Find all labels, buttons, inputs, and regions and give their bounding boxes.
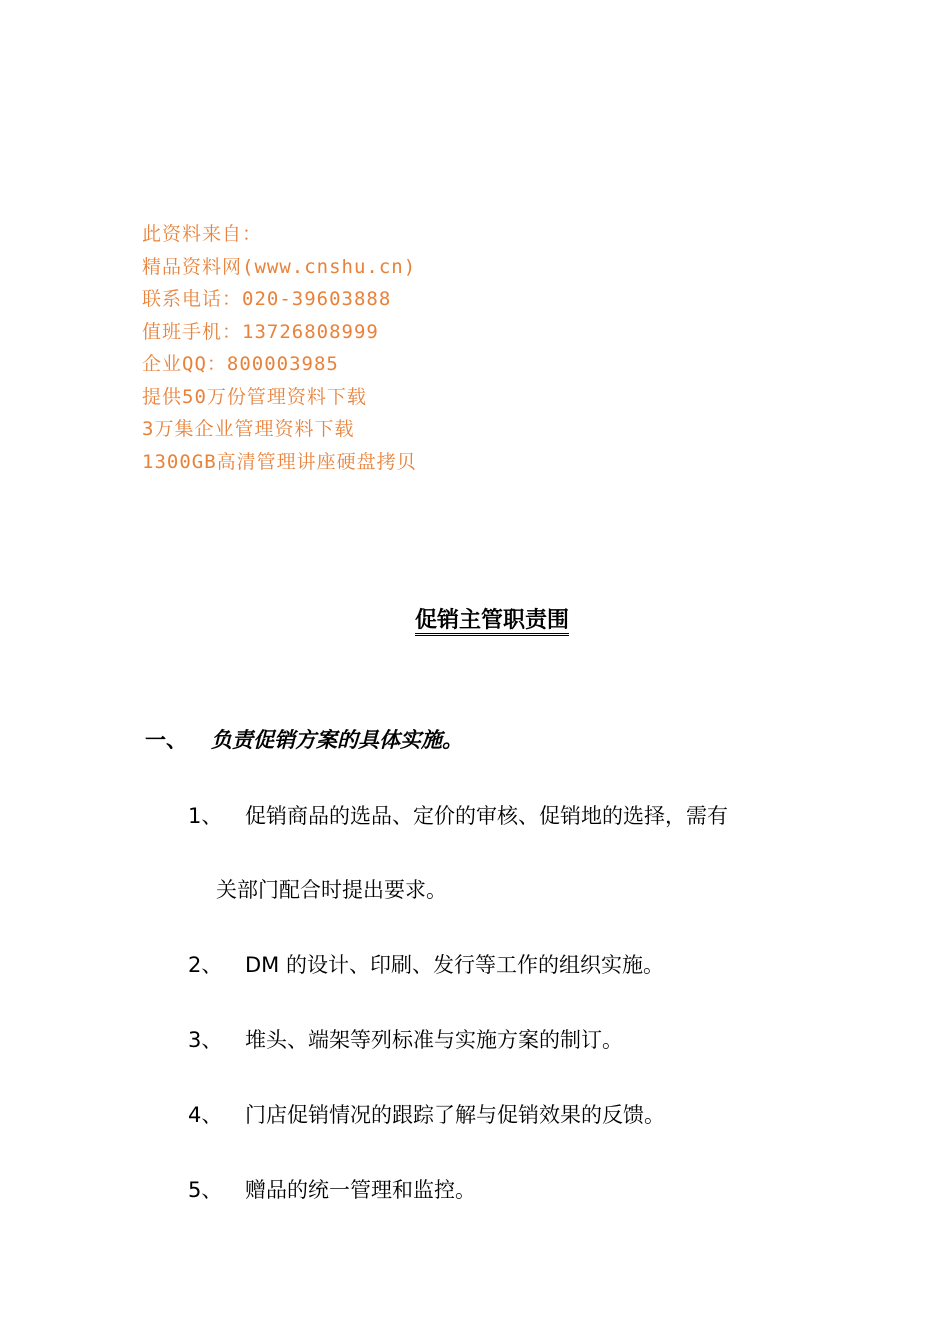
list-item-number: 1、 [188,804,223,828]
source-offer-line: 1300GB高清管理讲座硬盘拷贝 [142,450,417,473]
list-item-text: 门店促销情况的跟踪了解与促销效果的反馈。 [245,1103,665,1127]
list-item-text: 促销商品的选品、定价的审核、促销地的选择，需有 [245,804,728,828]
list-item-text: DM 的设计、印刷、发行等工作的组织实施。 [245,953,664,977]
source-offer-line: 3万集企业管理资料下载 [142,418,355,440]
source-info-block [142,218,662,478]
document-title [0,604,950,638]
section-heading [145,722,463,758]
list-item [188,1172,476,1208]
source-mobile-line: 值班手机：13726808999 [142,320,379,343]
list-item [188,798,728,834]
list-item-text: 赠品的统一管理和监控。 [245,1178,476,1202]
source-phone-line: 联系电话：020-39603888 [142,288,392,310]
document-title-text: 促销主管职责围 [415,608,569,636]
list-item [188,1022,623,1058]
source-qq-line: 企业QQ：800003985 [142,353,339,375]
section-number: 一、 [145,728,187,752]
section-heading-text: 负责促销方案的具体实施。 [211,728,463,752]
list-item [188,947,664,983]
list-item-number: 3、 [188,1028,223,1052]
list-item-number: 4、 [188,1103,223,1127]
list-item [188,1097,665,1133]
list-item-continuation: 关部门配合时提出要求。 [216,878,447,902]
source-offer-line: 提供50万份管理资料下载 [142,385,367,408]
source-website-line: 精品资料网(www.cnshu.cn) [142,255,417,278]
list-item-text: 堆头、端架等列标准与实施方案的制订。 [245,1028,623,1052]
list-item-number: 5、 [188,1178,223,1202]
source-line: 此资料来自： [142,223,263,245]
list-item-number: 2、 [188,953,223,977]
